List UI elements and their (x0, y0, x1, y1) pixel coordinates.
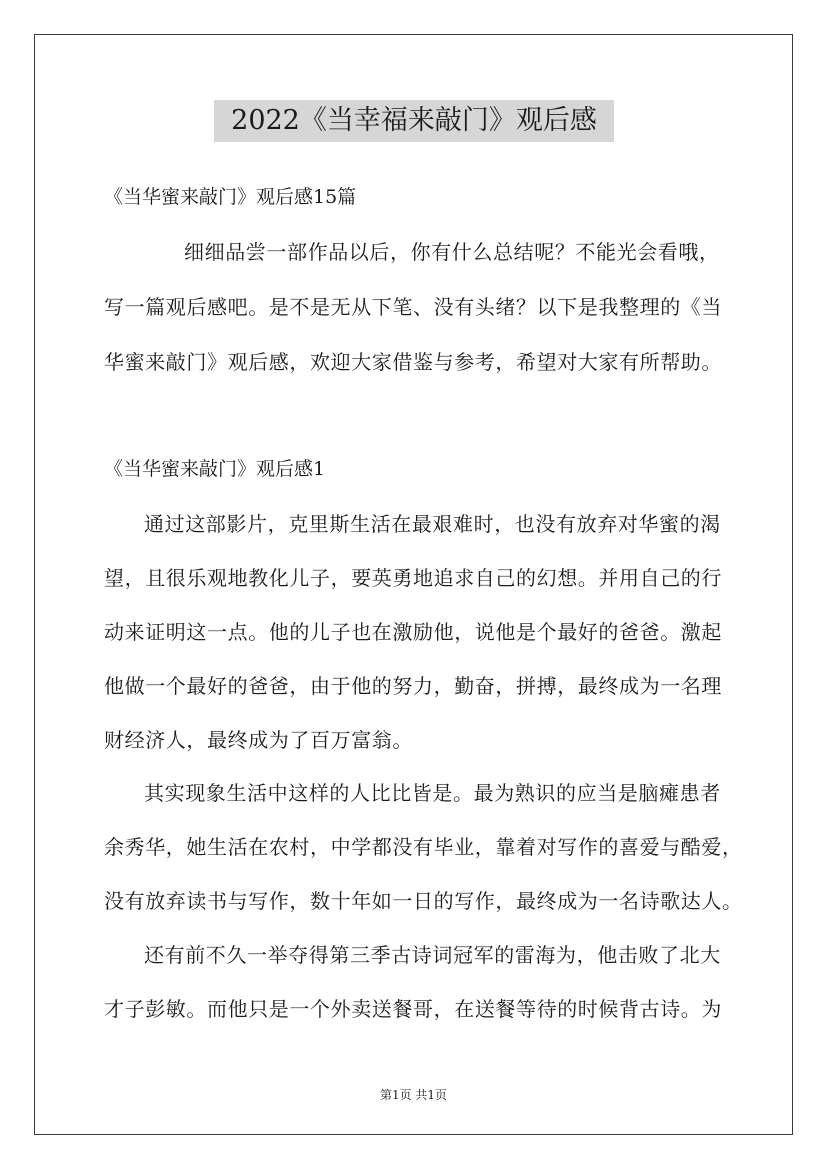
paragraph3-line-1: 还有前不久一举夺得第三季古诗词冠军的雷海为，他击败了北大 (144, 943, 721, 967)
paragraph1-line-3: 动来证明这一点。他的儿子也在激励他，说他是个最好的爸爸。激起 (104, 620, 722, 644)
paragraph1-line-4: 他做一个最好的爸爸，由于他的努力，勤奋，拼搏，最终成为一名理 (104, 674, 722, 698)
intro-line-3: 华蜜来敲门》观后感，欢迎大家借鉴与参考，希望对大家有所帮助。 (104, 350, 722, 374)
intro-line-1: 细细品尝一部作品以后，你有什么总结呢？不能光会看哦， (184, 240, 720, 264)
paragraph2-line-2: 余秀华，她生活在农村，中学都没有毕业，靠着对写作的喜爱与酷爱， (104, 835, 743, 859)
paragraph2-line-1: 其实现象生活中这样的人比比皆是。最为熟识的应当是脑瘫患者 (144, 781, 721, 805)
section-heading: 《当华蜜来敲门》观后感1 (104, 458, 326, 480)
paragraph1-line-5: 财经济人，最终成为了百万富翁。 (104, 728, 413, 752)
paragraph3-line-2: 才子彭敏。而他只是一个外卖送餐哥，在送餐等待的时候背古诗。为 (104, 997, 722, 1021)
document-subtitle: 《当华蜜来敲门》观后感15篇 (104, 186, 357, 208)
page-number: 第1页 共1页 (379, 1088, 448, 1102)
paragraph2-line-3: 没有放弃读书与写作，数十年如一日的写作，最终成为一名诗歌达人。 (104, 889, 743, 913)
paragraph1-line-2: 望，且很乐观地教化儿子，要英勇地追求自己的幻想。并用自己的行 (104, 566, 722, 590)
intro-line-2: 写一篇观后感吧。是不是无从下笔、没有头绪？以下是我整理的《当 (104, 295, 722, 319)
paragraph1-line-1: 通过这部影片，克里斯生活在最艰难时，也没有放弃对华蜜的渴 (144, 512, 721, 536)
document-title: 2022《当幸福来敲门》观后感 (214, 100, 614, 142)
